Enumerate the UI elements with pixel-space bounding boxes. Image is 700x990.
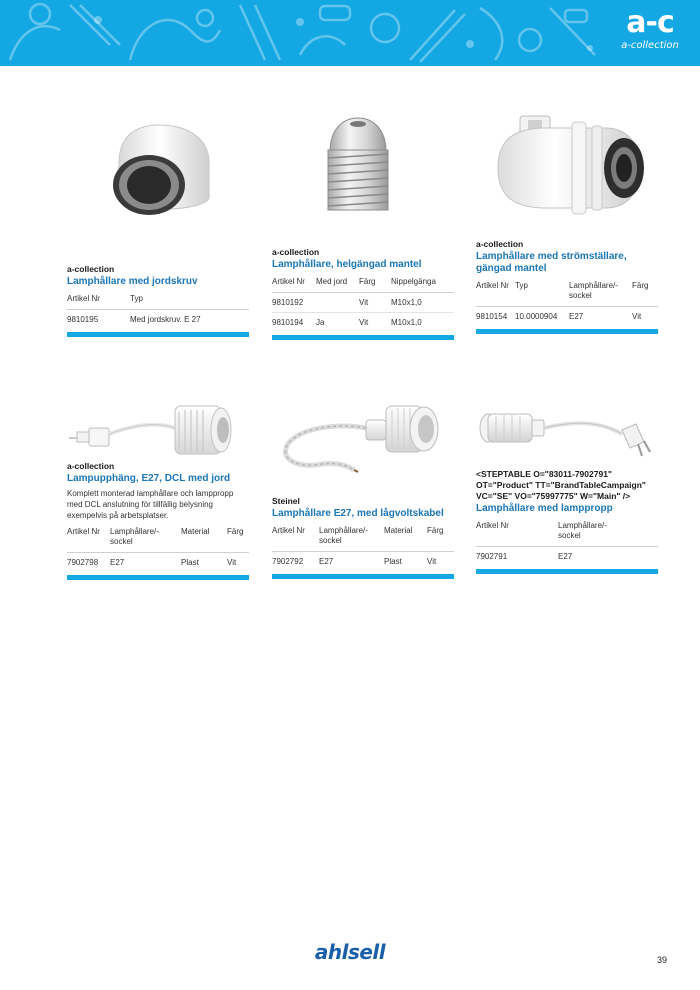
table-cell: Med jordskruv. E 27 (130, 310, 249, 330)
product-image-3 (476, 108, 658, 218)
section-divider (67, 332, 249, 337)
column-header: Artikel Nr (67, 527, 100, 536)
table-cell: 9810195 (67, 310, 130, 330)
column-header: Artikel Nr (476, 281, 509, 290)
table-cell: 7902792 (272, 552, 319, 572)
column-header: Lamphållare/-sockel (558, 521, 607, 540)
table-cell: E27 (110, 553, 181, 573)
section-divider (272, 335, 454, 340)
column-header: Lamphållare/-sockel (110, 527, 159, 546)
column-header: Artikel Nr (272, 526, 305, 535)
product-description: Komplett monterad lamphållare och lamppropp med DCL anslutning för tillfällig belysning exempelvis på arbetsplatser. (67, 489, 234, 520)
table-cell: 9810154 (476, 307, 515, 327)
table-cell: Vit (427, 552, 454, 572)
spec-table (272, 526, 454, 571)
table-cell: Ja (316, 313, 359, 333)
logo-mark: a-c (626, 5, 674, 40)
product-info-1 (67, 264, 249, 337)
section-divider (476, 329, 658, 334)
table-cell: Vit (359, 293, 391, 313)
spec-table (67, 294, 249, 329)
ahlsell-logo: ahlsell (314, 940, 386, 964)
column-header: Med jord (316, 277, 348, 286)
column-header: Färg (632, 281, 649, 290)
section-divider (272, 574, 454, 579)
table-row (67, 310, 249, 330)
table-cell: 7902798 (67, 553, 110, 573)
product-info-4 (67, 461, 249, 580)
lampholder-bakelite-icon (67, 115, 249, 223)
column-header: Material (181, 527, 210, 536)
spec-table (272, 277, 454, 332)
product-title: Lamphållare med jordskruv (67, 276, 198, 287)
product-title: Lamphållare med lamppropp (476, 503, 613, 514)
table-cell: Plast (384, 552, 427, 572)
table-cell: E27 (558, 547, 620, 567)
table-row (272, 293, 454, 313)
product-image-6 (476, 404, 658, 464)
table-cell: Vit (227, 553, 249, 573)
column-header: Typ (515, 281, 528, 290)
product-title: Lamphållare, helgängad mantel (272, 259, 422, 270)
column-header: Typ (130, 294, 143, 303)
table-cell (316, 293, 359, 313)
logo-subtitle: a-collection (621, 40, 679, 51)
table-row (272, 552, 454, 572)
column-header: Färg (427, 526, 444, 535)
table-cell: E27 (569, 307, 632, 327)
section-divider (476, 569, 658, 574)
lamp-pendant-dcl-icon (67, 398, 249, 462)
section-divider (67, 575, 249, 580)
lampholder-switch-icon (476, 108, 658, 218)
table-row (476, 547, 658, 567)
product-image-2 (272, 114, 454, 214)
product-brand: a-collection (67, 461, 115, 471)
table-row (67, 553, 249, 573)
product-title: Lamphållare med strömställare, gängad mantel (476, 251, 627, 274)
product-brand: a-collection (476, 239, 524, 249)
lampholder-twisted-cable-icon (272, 402, 454, 480)
product-brand: a-collection (272, 247, 320, 257)
spec-table (476, 281, 658, 326)
product-brand: Steinel (272, 496, 300, 506)
product-info-3 (476, 239, 658, 334)
column-header: Lamphållare/-sockel (569, 281, 618, 300)
spec-table (67, 527, 249, 572)
product-title: Lampupphäng, E27, DCL med jord (67, 473, 231, 484)
tools-pattern-decoration (0, 0, 620, 66)
column-header: Artikel Nr (476, 521, 509, 530)
lampholder-threaded-metal-icon (272, 114, 454, 214)
table-cell: 9810194 (272, 313, 316, 333)
column-header: Färg (227, 527, 244, 536)
product-image-5 (272, 402, 454, 480)
lampholder-plug-icon (476, 404, 658, 464)
product-image-1 (67, 115, 249, 223)
table-cell: 7902791 (476, 547, 558, 567)
product-info-6 (476, 469, 658, 574)
table-cell: M10x1,0 (391, 313, 454, 333)
column-header: Artikel Nr (272, 277, 305, 286)
header-banner (0, 0, 700, 66)
column-header: Material (384, 526, 413, 535)
table-cell: Plast (181, 553, 227, 573)
table-row (272, 313, 454, 333)
product-image-4 (67, 398, 249, 462)
table-cell: Vit (632, 307, 658, 327)
page-number: 39 (656, 955, 667, 965)
column-header: Lamphållare/-sockel (319, 526, 368, 545)
product-brand: a-collection (67, 264, 115, 274)
product-brand: <STEPTABLE O="83011-7902791" OT="Product" TT="BrandTableCampaign" VC="SE" VO="75997775" W="Main" /> (476, 469, 646, 501)
a-collection-logo (612, 6, 688, 60)
table-cell: M10x1,0 (391, 293, 454, 313)
table-cell: E27 (319, 552, 384, 572)
table-cell: 9810192 (272, 293, 316, 313)
column-header: Färg (359, 277, 376, 286)
table-row (476, 307, 658, 327)
column-header: Nippelgänga (391, 277, 436, 286)
column-header: Artikel Nr (67, 294, 100, 303)
table-cell: 10.0000904 (515, 307, 569, 327)
product-info-5 (272, 496, 454, 579)
product-title: Lamphållare E27, med lågvoltskabel (272, 508, 444, 519)
product-info-2 (272, 247, 454, 340)
spec-table (476, 521, 658, 566)
table-cell: Vit (359, 313, 391, 333)
